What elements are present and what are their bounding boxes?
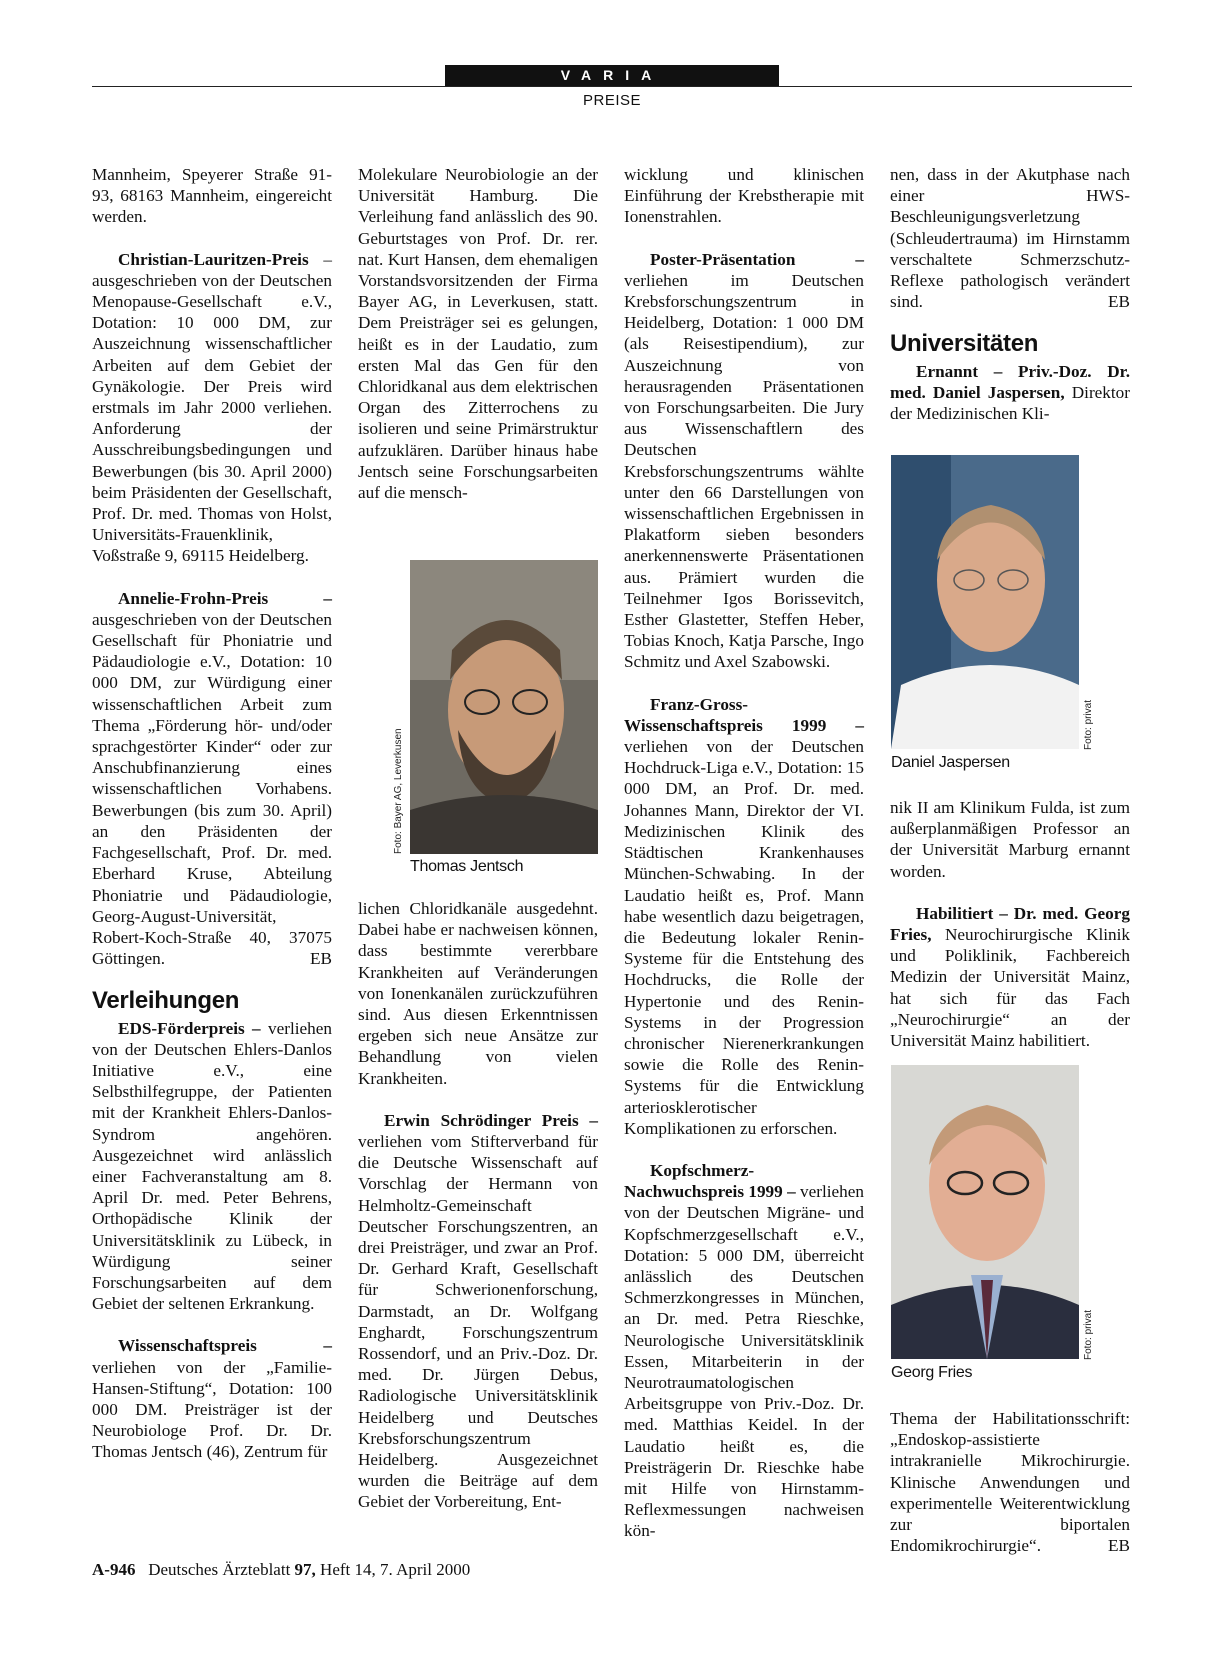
column-4 bbox=[890, 164, 1130, 424]
paragraph bbox=[890, 361, 1130, 425]
photo-thomas-jentsch bbox=[410, 560, 598, 854]
entry-text: verliehen vom Stifterverband für die Deutsche Wissenschaft auf Vorschlag der Hermann von Helmholtz-Gemeinschaft Deutscher Forschungszentren, an drei Preisträger, und zwar an Prof. Dr. Gerhard Kraft, Gesellschaft für Schwerionenforschung, Darmstadt, an Dr. Wolfgang Enghardt, Forschungszentrum Rossendorf, und an Priv.-Doz. Dr. med. Dr. Jürgen Debus, Radiologische Universitätsklinik Heidelberg und Deutsches Krebsforschungszentrum Heidelberg. Ausgezeichnet wurden die Beiträge auf dem Gebiet der Vorbereitung, Ent- bbox=[358, 1132, 598, 1512]
entry-text: Thema der Habilitationsschrift: „Endoskop-assistierte intrakranielle Mikrochirurgie. Klinische Anwendungen und experimentelle Weiterentwicklung zur biportalen Endomikrochirurgie“. bbox=[890, 1409, 1130, 1556]
portrait-image bbox=[410, 560, 598, 854]
entry-text: nen, dass in der Akutphase nach einer HWS-Beschleunigungsverletzung (Schleudertrauma) im Hirnstamm verschaltete Schmerzschutz-Reflexe pathologisch verändert sind. bbox=[890, 165, 1130, 312]
photo-credit: Foto: privat bbox=[1083, 1309, 1094, 1360]
author-initials: EB bbox=[1108, 1536, 1130, 1556]
entry-title: Wissenschaftspreis – bbox=[118, 1336, 332, 1356]
entry-text: verliehen von der Deutschen Migräne- und Kopfschmerzgesellschaft e.V., Dotation: 5 000 DM, überreicht anlässlich des Deutschen Schmerzkongresses in München, an Dr. med. Petra Rieschke, Neurologische Universitätsklinik Essen, Mitarbeiterin in der Neurotraumatologischen Arbeitsgruppe von Priv.-Doz. Dr. med. Matthias Keidel. In der Laudatio heißt es, die Preisträgerin Dr. Rieschke habe mit Hilfe von Hirnstamm-Reflexmessungen nachweisen kön- bbox=[624, 1182, 864, 1541]
paragraph bbox=[358, 1110, 598, 1513]
column-4-lower bbox=[890, 1408, 1130, 1556]
paragraph bbox=[624, 694, 864, 1139]
author-initials: EB bbox=[310, 949, 332, 969]
paragraph: wicklung und klinischen Einführung der Krebstherapie mit Ionenstrahlen. bbox=[624, 165, 864, 227]
paragraph bbox=[890, 164, 1130, 312]
page-footer bbox=[92, 1560, 470, 1580]
volume: 97, bbox=[294, 1560, 316, 1579]
entry-text: verliehen im Deutschen Krebsforschungszentrum in Heidelberg, Dotation: 1 000 DM (als Reisestipendium), zur Auszeichnung von herausragenden Präsentationen von Forschungsarbeiten. Die Jury aus Wissenschaftlern des Deutschen Krebsforschungszentrums wählte unter den 66 Darstellungen von wissenschaftlichen Ergebnissen in Plakatform sieben besonders anerkennenswerte Präsentationen aus. Prämiert wurden die Teilnehmer Igos Borissevitch, Esther Glastetter, Steffen Heber, Tobias Knoch, Katja Parsche, Ingo Schmitz und Axel Szabowski. bbox=[624, 270, 864, 672]
paragraph: nik II am Klinikum Fulda, ist zum außerplanmäßigen Professor an der Universität Marburg ernannt worden. bbox=[890, 798, 1130, 881]
column-3 bbox=[624, 164, 864, 1542]
column-1 bbox=[92, 164, 332, 1463]
photo-caption: Georg Fries bbox=[891, 1364, 973, 1381]
section-heading: Verleihungen bbox=[92, 987, 240, 1015]
entry-text: verliehen von der Deutschen Ehlers-Danlos Initiative e.V., eine Selbsthilfegruppe, der Patienten mit der Krankheit Ehlers-Danlos-Syndrom angehören. Ausgezeichnet wird anlässlich einer Fachveranstaltung am 8. April Dr. med. Peter Behrens, Orthopädische Klinik der Universitätsklinik zu Lübeck, in Würdigung seiner Forschungsarbeiten auf dem Gebiet der seltenen Erkrankung. bbox=[92, 1018, 332, 1314]
photo-georg-fries bbox=[891, 1065, 1079, 1359]
section-label: VARIA bbox=[445, 65, 779, 86]
photo-credit: Foto: privat bbox=[1083, 699, 1094, 750]
entry-text: verliehen von der „Familie-Hansen-Stiftung“, Dotation: 100 000 DM. Preisträger ist der Neurobiologe Prof. Dr. Dr. Thomas Jentsch (46), Zentrum für bbox=[92, 1357, 332, 1462]
paragraph bbox=[92, 1018, 332, 1315]
entry-title: Erwin Schrödinger Preis – bbox=[384, 1110, 598, 1130]
entry-title: Ernannt – Priv.-Doz. Dr. med. Daniel Jaspersen, bbox=[890, 361, 1130, 402]
column-2-lower bbox=[358, 898, 598, 1513]
entry-text: Direktor der Medizinischen Kli- bbox=[890, 382, 1130, 424]
paragraph: Mannheim, Speyerer Straße 91-93, 68163 Mannheim, eingereicht werden. bbox=[92, 165, 332, 227]
paragraph bbox=[92, 249, 332, 567]
paragraph bbox=[92, 1335, 332, 1462]
header-rule bbox=[92, 86, 1132, 87]
journal-name: Deutsches Ärzteblatt bbox=[148, 1560, 291, 1579]
paragraph bbox=[624, 1160, 864, 1542]
entry-title: Annelie-Frohn-Preis – bbox=[118, 588, 332, 608]
entry-title: Kopfschmerz-Nachwuchspreis 1999 – bbox=[624, 1160, 796, 1202]
entry-title: Franz-Gross-Wissenschaftspreis 1999 – bbox=[624, 694, 864, 735]
issue-date: Heft 14, 7. April 2000 bbox=[320, 1560, 471, 1579]
entry-title: Habilitiert – Dr. med. Georg Fries, bbox=[890, 903, 1130, 945]
column-4-middle bbox=[890, 797, 1130, 1051]
paragraph bbox=[890, 1408, 1130, 1556]
paragraph bbox=[92, 588, 332, 970]
paragraph bbox=[890, 903, 1130, 1051]
entry-text: verliehen von der Deutschen Hochdruck-Liga e.V., Dotation: 15 000 DM, an Prof. Dr. med. Johannes Mann, Direktor der VI. Medizinischen Klinik des Städtischen Krankenhauses München-Schwabing. In der Laudatio heißt es, Prof. Mann habe wesentlich dazu beigetragen, die Bedeutung lokaler Renin-Systeme für die Entstehung des Hochdrucks, die Rolle der Hypertonie und des Renin-Systems in der Progression chronischer Nierenerkrankungen sowie die Rolle des Renin-Systems für die Entwicklung arteriosklerotischer Komplikationen zu erforschen. bbox=[624, 737, 864, 1138]
photo-daniel-jaspersen bbox=[891, 455, 1079, 749]
entry-text: – ausgeschrieben von der Deutschen Menopause-Gesellschaft e.V., Dotation: 10 000 DM, zur Auszeichnung wissenschaftlicher Arbeiten auf dem Gebiet der Gynäkologie. Der Preis wird erstmals im Jahr 2000 verliehen. Anforderung der Ausschreibungsbedingungen und Bewerbungen (bis 30. April 2000) beim Präsidenten der Gesellschaft, Prof. Dr. med. Thomas von Holst, Universitäts-Frauenklinik, Voßstraße 9, 69115 Heidelberg. bbox=[92, 249, 332, 566]
entry-title: Christian-Lauritzen-Preis bbox=[118, 249, 309, 269]
section-heading: Universitäten bbox=[890, 330, 1039, 358]
author-initials: EB bbox=[1108, 292, 1130, 312]
subsection-label: PREISE bbox=[582, 92, 642, 109]
entry-title: EDS-Förderpreis – bbox=[118, 1018, 261, 1038]
entry-title: Poster-Präsentation – bbox=[650, 249, 864, 269]
page-number: A-946 bbox=[92, 1560, 136, 1579]
entry-text: Neurochirurgische Klinik und Poliklinik, Fachbereich Medizin der Universität Mainz, hat sich für das Fach „Neurochirurgie“ an der Universität Mainz habilitiert. bbox=[890, 925, 1130, 1051]
portrait-image bbox=[891, 455, 1079, 749]
paragraph bbox=[624, 249, 864, 673]
photo-credit: Foto: Bayer AG, Leverkusen bbox=[393, 728, 404, 854]
photo-caption: Daniel Jaspersen bbox=[891, 754, 1010, 771]
paragraph: Molekulare Neurobiologie an der Universität Hamburg. Die Verleihung fand anlässlich des 90. Geburtstages von Prof. Dr. rer. nat. Kurt Hansen, dem ehemaligen Vorstandsvorsitzenden der Firma Bayer AG, in Leverkusen, statt. Dem Preisträger sei es gelungen, heißt es in der Laudatio, zum ersten Mal das Gen für den Chloridkanal aus dem elektrischen Organ des Zitterrochens zu isolieren und seine Primärstruktur aufzuklären. Darüber hinaus habe Jentsch seine Forschungsarbeiten auf die mensch- bbox=[358, 165, 598, 503]
paragraph: lichen Chloridkanäle ausgedehnt. Dabei habe er nachweisen können, dass bestimmte vererbbare Krankheiten auf Veränderungen von Ionenkanälen zurückzuführen sind. Aus diesen Erkenntnissen ergeben sich neue Ansätze zur Behandlung von vielen Krankheiten. bbox=[358, 899, 598, 1088]
portrait-image bbox=[891, 1065, 1079, 1359]
column-2 bbox=[358, 164, 598, 503]
photo-caption: Thomas Jentsch bbox=[410, 858, 524, 875]
entry-text: ausgeschrieben von der Deutschen Gesellschaft für Phoniatrie und Pädaudiologie e.V., Dotation: 10 000 DM, zur Würdigung einer wissenschaftlichen Arbeit zum Thema „Förderung hör- und/oder sprachgestörter Kinder“ oder zur Anschubfinanzierung eines wissenschaftlichen Vorhabens. Bewerbungen (bis zum 30. April) an den Präsidenten der Fachgesellschaft, Prof. Dr. med. Eberhard Kruse, Abteilung Phoniatrie und Pädaudiologie, Georg-August-Universität, Robert-Koch-Straße 40, 37075 Göttingen. bbox=[92, 609, 332, 969]
